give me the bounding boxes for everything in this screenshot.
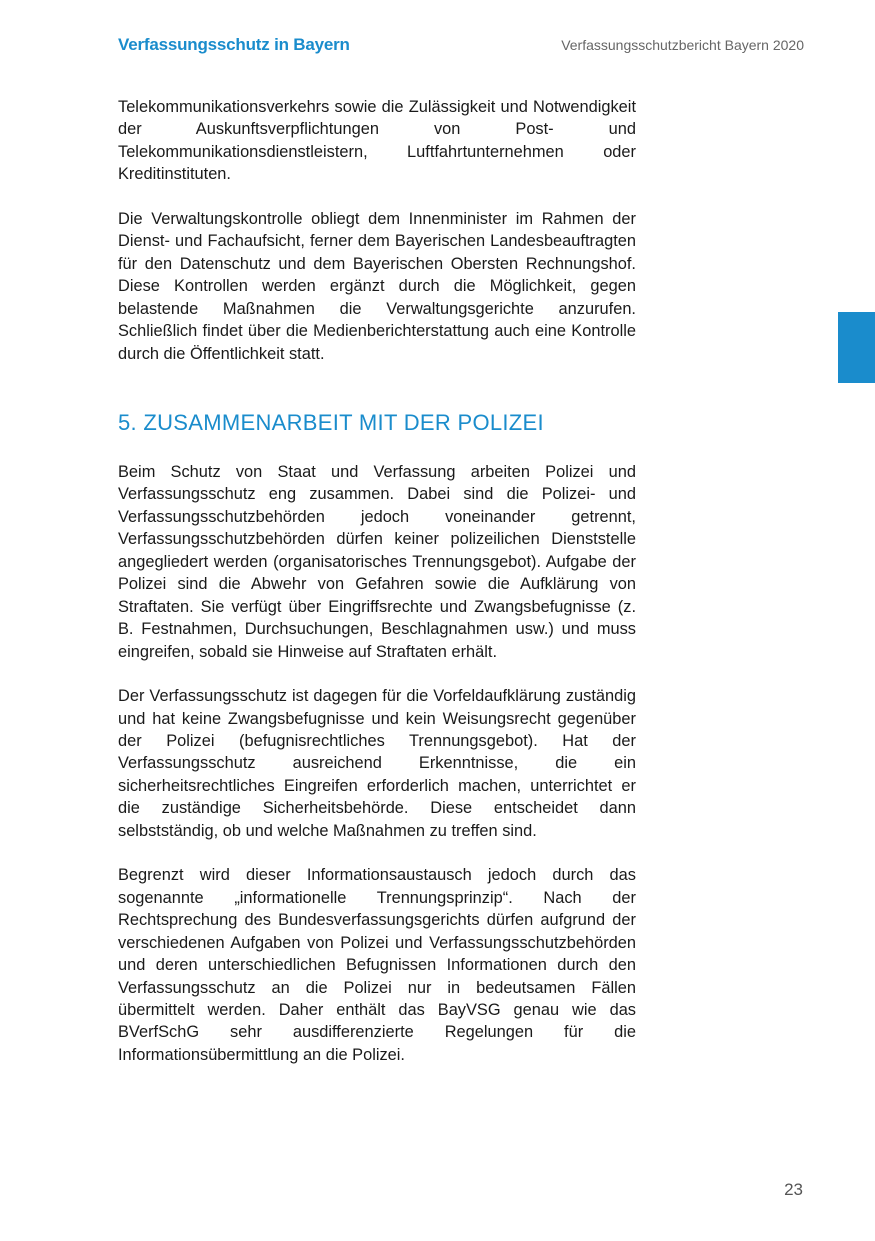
running-header-section: Verfassungsschutz in Bayern <box>118 35 350 54</box>
section-heading: 5. ZUSAMMENARBEIT MIT DER POLIZEI <box>118 409 544 435</box>
page-number: 23 <box>784 1180 803 1199</box>
chapter-tab-marker <box>838 312 875 383</box>
body-paragraph: Telekommunikationsverkehrs sowie die Zulässigkeit und Notwendigkeit der Auskunftsverpflichtungen von Post- und Telekommunikationsdienstleistern, Luftfahrtunternehmen oder Kreditinstituten. <box>118 98 636 184</box>
running-header-report-title: Verfassungsschutzbericht Bayern 2020 <box>561 37 804 53</box>
body-paragraph: Beim Schutz von Staat und Verfassung arbeiten Polizei und Verfassungsschutz eng zusammen. Dabei sind die Polizei- und Verfassungsschutzbehörden jedoch voneinander getrennt, Verfassungsschutzbehörden dürfen keiner polizeilichen Dienststelle angegliedert werden (organisatorisches Trennungsgebot). Aufgabe der Polizei sind die Abwehr von Gefahren sowie die Aufklärung von Straftaten. Sie verfügt über Eingriffsrechte und Zwangsbefugnisse (z. B. Festnahmen, Durchsuchungen, Beschlagnahmen usw.) und muss eingreifen, sobald sie Hinweise auf Straftaten erhält. <box>118 462 636 661</box>
body-paragraph: Der Verfassungsschutz ist dagegen für die Vorfeldaufklärung zuständig und hat keine Zwangsbefugnisse und kein Weisungsrecht gegenüber der Polizei (befugnisrechtliches Trennungsgebot). Hat der Verfassungsschutz ausreichend Erkenntnisse, die ein sicherheitsrechtliches Eingreifen erforderlich machen, unterrichtet er die zuständige Sicherheitsbehörde. Diese entscheidet dann selbstständig, ob und welche Maßnahmen zu treffen sind. <box>118 687 636 840</box>
page-body <box>118 96 636 1066</box>
body-paragraph: Die Verwaltungskontrolle obliegt dem Innenminister im Rahmen der Dienst- und Fachaufsicht, ferner dem Bayerischen Landesbeauftragten für den Datenschutz und dem Bayerischen Obersten Rechnungshof. Diese Kontrollen werden ergänzt durch die Möglichkeit, gegen belastende Maßnahmen die Verwaltungsgerichte anzurufen. Schließlich findet über die Medienberichterstattung auch eine Kontrolle durch die Öffentlichkeit statt. <box>118 209 636 363</box>
body-paragraph: Begrenzt wird dieser Informationsaustausch jedoch durch das sogenannte „informationelle Trennungsprinzip“. Nach der Rechtsprechung des Bundesverfassungsgerichts dürfen aufgrund der verschiedenen Aufgaben von Polizei und Verfassungsschutzbehörden und deren unterschiedlichen Befugnissen Informationen durch den Verfassungsschutz an die Polizei nur in bedeutsamen Fällen übermittelt werden. Daher enthält das BayVSG genau wie das BVerfSchG sehr ausdifferenzierte Regelungen für die Informationsübermittlung an die Polizei. <box>118 866 636 1064</box>
